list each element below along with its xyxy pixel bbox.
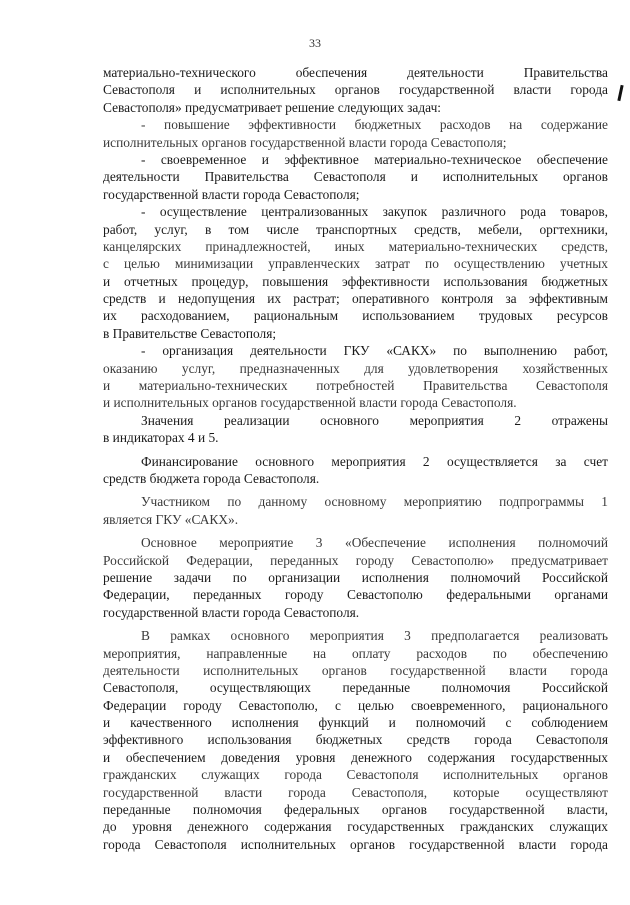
text-line: Значения реализации основного мероприятия 2 отражены [141, 412, 608, 428]
text-line: и отчетных процедур, повышения эффективности использования бюджетных [103, 273, 608, 289]
text-line: - организация деятельности ГКУ «САКХ» по выполнению работ, [141, 343, 608, 359]
text-line: средств и недопущения их растрат; оперативного контроля за эффективным [103, 291, 608, 307]
text-line: и исполнительных органов государственной власти города Севастополя. [103, 395, 517, 411]
text-line: Севастополя, осуществляющих переданные полномочия Российской [103, 680, 608, 696]
text-line: Основное мероприятие 3 «Обеспечение исполнения полномочий [141, 535, 608, 551]
text-line: и качественного исполнения функций и полномочий с соблюдением [103, 715, 608, 731]
text-line: города Севастополя исполнительных органов государственной власти города [103, 836, 608, 852]
text-line: - осуществление централизованных закупок различного рода товаров, [141, 204, 608, 220]
text-line: средств бюджета города Севастополя. [103, 470, 320, 486]
text-line: деятельности Правительства Севастополя и исполнительных органов [103, 169, 608, 185]
text-line: с целью минимизации управленческих затрат по осуществлению учетных [103, 256, 608, 272]
text-line: Федерации, переданных городу Севастополю федеральными органами [103, 587, 608, 603]
text-line: Российской Федерации, переданных городу Севастополю» предусматривает [103, 552, 608, 568]
text-line: мероприятия, направленные на оплату расходов по обеспечению [103, 645, 608, 661]
text-line: и материально-технических потребностей Правительства Севастополя [103, 378, 608, 394]
text-line: эффективного использования бюджетных средств города Севастополя [103, 732, 608, 748]
text-line: решение задачи по организации исполнения полномочий Российской [103, 569, 608, 585]
text-line: государственной власти города Севастополя. [103, 604, 360, 620]
text-line: до уровня денежного содержания государственных гражданских служащих [103, 819, 608, 835]
text-line: исполнительных органов государственной власти города Севастополя; [103, 134, 507, 150]
text-line: оказанию услуг, предназначенных для удовлетворения хозяйственных [103, 360, 608, 376]
text-line: государственной власти города Севастополя, которые осуществляют [103, 784, 608, 800]
text-line: Севастополя» предусматривает решение следующих задач: [103, 99, 442, 115]
page-number: 33 [309, 36, 321, 50]
text-line: и обеспечением доведения уровня денежного содержания государственных [103, 749, 608, 765]
text-line: Участником по данному основному мероприятию подпрограммы 1 [141, 494, 608, 510]
text-line: - повышение эффективности бюджетных расходов на содержание [141, 117, 608, 133]
text-line: Федерации городу Севастополю, с целью своевременного, рационального [103, 697, 608, 713]
text-line: Севастополя и исполнительных органов государственной власти города [103, 82, 608, 98]
text-line: их расходованием, рациональным использованием трудовых ресурсов [103, 308, 608, 324]
text-line: в Правительстве Севастополя; [103, 325, 277, 341]
text-line: работ, услуг, в том числе транспортных средств, мебели, оргтехники, [103, 221, 608, 237]
text-line: - своевременное и эффективное материально-техническое обеспечение [141, 151, 608, 167]
text-line: деятельности исполнительных органов государственной власти города [103, 662, 608, 678]
pen-mark [617, 85, 623, 101]
text-line: является ГКУ «САКХ». [103, 511, 239, 527]
text-line: В рамках основного мероприятия 3 предполагается реализовать [141, 628, 608, 644]
text-line: Финансирование основного мероприятия 2 осуществляется за счет [141, 453, 608, 469]
text-line: в индикаторах 4 и 5. [103, 430, 219, 446]
body-text [103, 64, 608, 853]
text-line: гражданских служащих города Севастополя исполнительных органов [103, 767, 608, 783]
text-line: переданные полномочия федеральных органов государственной власти, [103, 802, 608, 818]
text-line: государственной власти города Севастополя; [103, 186, 360, 202]
text-line: канцелярских принадлежностей, иных материально-технических средств, [103, 238, 608, 254]
text-line: материально-технического обеспечения деятельности Правительства [103, 65, 608, 80]
